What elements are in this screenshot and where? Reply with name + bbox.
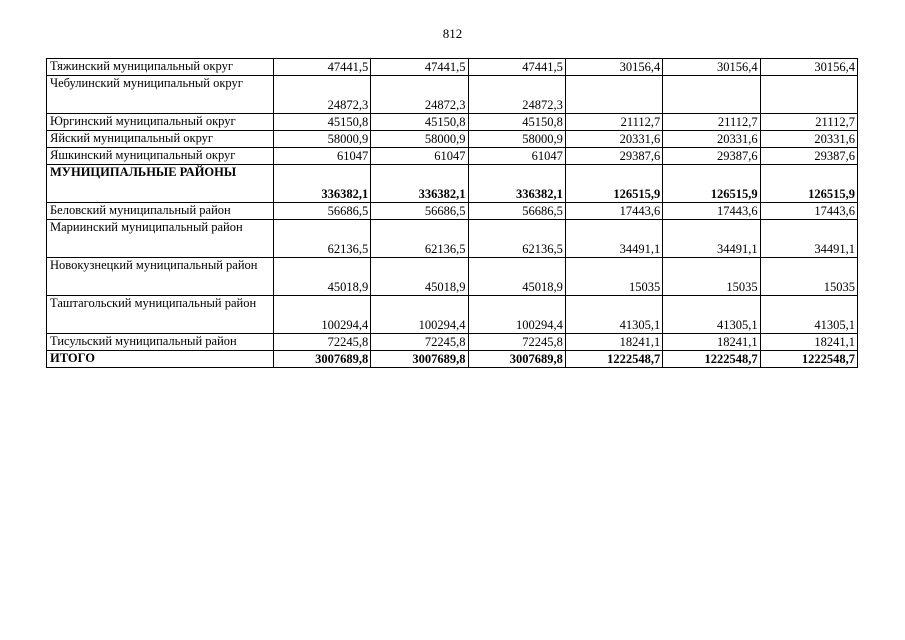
- row-name-cell: ИТОГО: [47, 351, 274, 368]
- value-cell: 3007689,8: [371, 351, 468, 368]
- row-name-cell: Мариинский муниципальный район: [47, 220, 274, 258]
- row-name-cell: Тяжинский муниципальный округ: [47, 59, 274, 76]
- value-cell: 58000,9: [371, 131, 468, 148]
- value-cell: 126515,9: [565, 165, 662, 203]
- value-cell: 58000,9: [273, 131, 370, 148]
- value-cell: 45150,8: [468, 114, 565, 131]
- value-cell: 20331,6: [760, 131, 857, 148]
- value-cell: 61047: [371, 148, 468, 165]
- value-cell: 62136,5: [468, 220, 565, 258]
- value-cell: 45018,9: [468, 258, 565, 296]
- table-row: [47, 114, 858, 131]
- row-name-cell: Чебулинский муниципальный округ: [47, 76, 274, 114]
- value-cell: 72245,8: [273, 334, 370, 351]
- value-cell: 47441,5: [468, 59, 565, 76]
- value-cell: 17443,6: [565, 203, 662, 220]
- row-name-cell: МУНИЦИПАЛЬНЫЕ РАЙОНЫ: [47, 165, 274, 203]
- value-cell: 45018,9: [371, 258, 468, 296]
- table-row: [47, 258, 858, 296]
- value-cell: 1222548,7: [663, 351, 760, 368]
- value-cell: 30156,4: [663, 59, 760, 76]
- value-cell: 336382,1: [468, 165, 565, 203]
- value-cell: 45150,8: [371, 114, 468, 131]
- value-cell: 30156,4: [565, 59, 662, 76]
- value-cell: 29387,6: [760, 148, 857, 165]
- row-name-cell: Яшкинский муниципальный округ: [47, 148, 274, 165]
- value-cell: 18241,1: [663, 334, 760, 351]
- value-cell: 24872,3: [468, 76, 565, 114]
- budget-table: [46, 58, 858, 368]
- table-row: [47, 131, 858, 148]
- value-cell: 1222548,7: [760, 351, 857, 368]
- value-cell: 56686,5: [273, 203, 370, 220]
- value-cell: [760, 76, 857, 114]
- table-row: [47, 165, 858, 203]
- value-cell: 34491,1: [663, 220, 760, 258]
- table-body: [47, 59, 858, 368]
- value-cell: 61047: [273, 148, 370, 165]
- value-cell: 126515,9: [760, 165, 857, 203]
- value-cell: 21112,7: [663, 114, 760, 131]
- value-cell: 336382,1: [371, 165, 468, 203]
- value-cell: 336382,1: [273, 165, 370, 203]
- value-cell: 17443,6: [663, 203, 760, 220]
- value-cell: 100294,4: [371, 296, 468, 334]
- value-cell: 1222548,7: [565, 351, 662, 368]
- value-cell: 3007689,8: [468, 351, 565, 368]
- table-row: [47, 59, 858, 76]
- row-name-cell: Яйский муниципальный округ: [47, 131, 274, 148]
- value-cell: 15035: [565, 258, 662, 296]
- value-cell: 3007689,8: [273, 351, 370, 368]
- value-cell: 15035: [663, 258, 760, 296]
- value-cell: 45150,8: [273, 114, 370, 131]
- value-cell: 62136,5: [273, 220, 370, 258]
- value-cell: 56686,5: [371, 203, 468, 220]
- value-cell: 72245,8: [468, 334, 565, 351]
- row-name-cell: Новокузнецкий муниципальный район: [47, 258, 274, 296]
- value-cell: 20331,6: [663, 131, 760, 148]
- value-cell: 21112,7: [565, 114, 662, 131]
- value-cell: 61047: [468, 148, 565, 165]
- value-cell: 72245,8: [371, 334, 468, 351]
- table-row: [47, 334, 858, 351]
- value-cell: 47441,5: [273, 59, 370, 76]
- row-name-cell: Беловский муниципальный район: [47, 203, 274, 220]
- value-cell: 18241,1: [760, 334, 857, 351]
- value-cell: 20331,6: [565, 131, 662, 148]
- value-cell: 30156,4: [760, 59, 857, 76]
- table-row: [47, 296, 858, 334]
- row-name-cell: Таштагольский муниципальный район: [47, 296, 274, 334]
- value-cell: 24872,3: [273, 76, 370, 114]
- table-row: [47, 76, 858, 114]
- value-cell: 56686,5: [468, 203, 565, 220]
- value-cell: 100294,4: [273, 296, 370, 334]
- value-cell: 41305,1: [565, 296, 662, 334]
- table-row: [47, 203, 858, 220]
- row-name-cell: Тисульский муниципальный район: [47, 334, 274, 351]
- table-row: [47, 148, 858, 165]
- value-cell: [663, 76, 760, 114]
- table-row: [47, 351, 858, 368]
- value-cell: 34491,1: [760, 220, 857, 258]
- page-number: 812: [442, 26, 463, 41]
- table-row: [47, 220, 858, 258]
- value-cell: 58000,9: [468, 131, 565, 148]
- value-cell: 126515,9: [663, 165, 760, 203]
- value-cell: [565, 76, 662, 114]
- value-cell: 45018,9: [273, 258, 370, 296]
- value-cell: 100294,4: [468, 296, 565, 334]
- value-cell: 41305,1: [663, 296, 760, 334]
- value-cell: 34491,1: [565, 220, 662, 258]
- value-cell: 41305,1: [760, 296, 857, 334]
- value-cell: 18241,1: [565, 334, 662, 351]
- value-cell: 17443,6: [760, 203, 857, 220]
- value-cell: 21112,7: [760, 114, 857, 131]
- row-name-cell: Юргинский муниципальный округ: [47, 114, 274, 131]
- value-cell: 24872,3: [371, 76, 468, 114]
- value-cell: 15035: [760, 258, 857, 296]
- value-cell: 29387,6: [663, 148, 760, 165]
- value-cell: 29387,6: [565, 148, 662, 165]
- value-cell: 62136,5: [371, 220, 468, 258]
- value-cell: 47441,5: [371, 59, 468, 76]
